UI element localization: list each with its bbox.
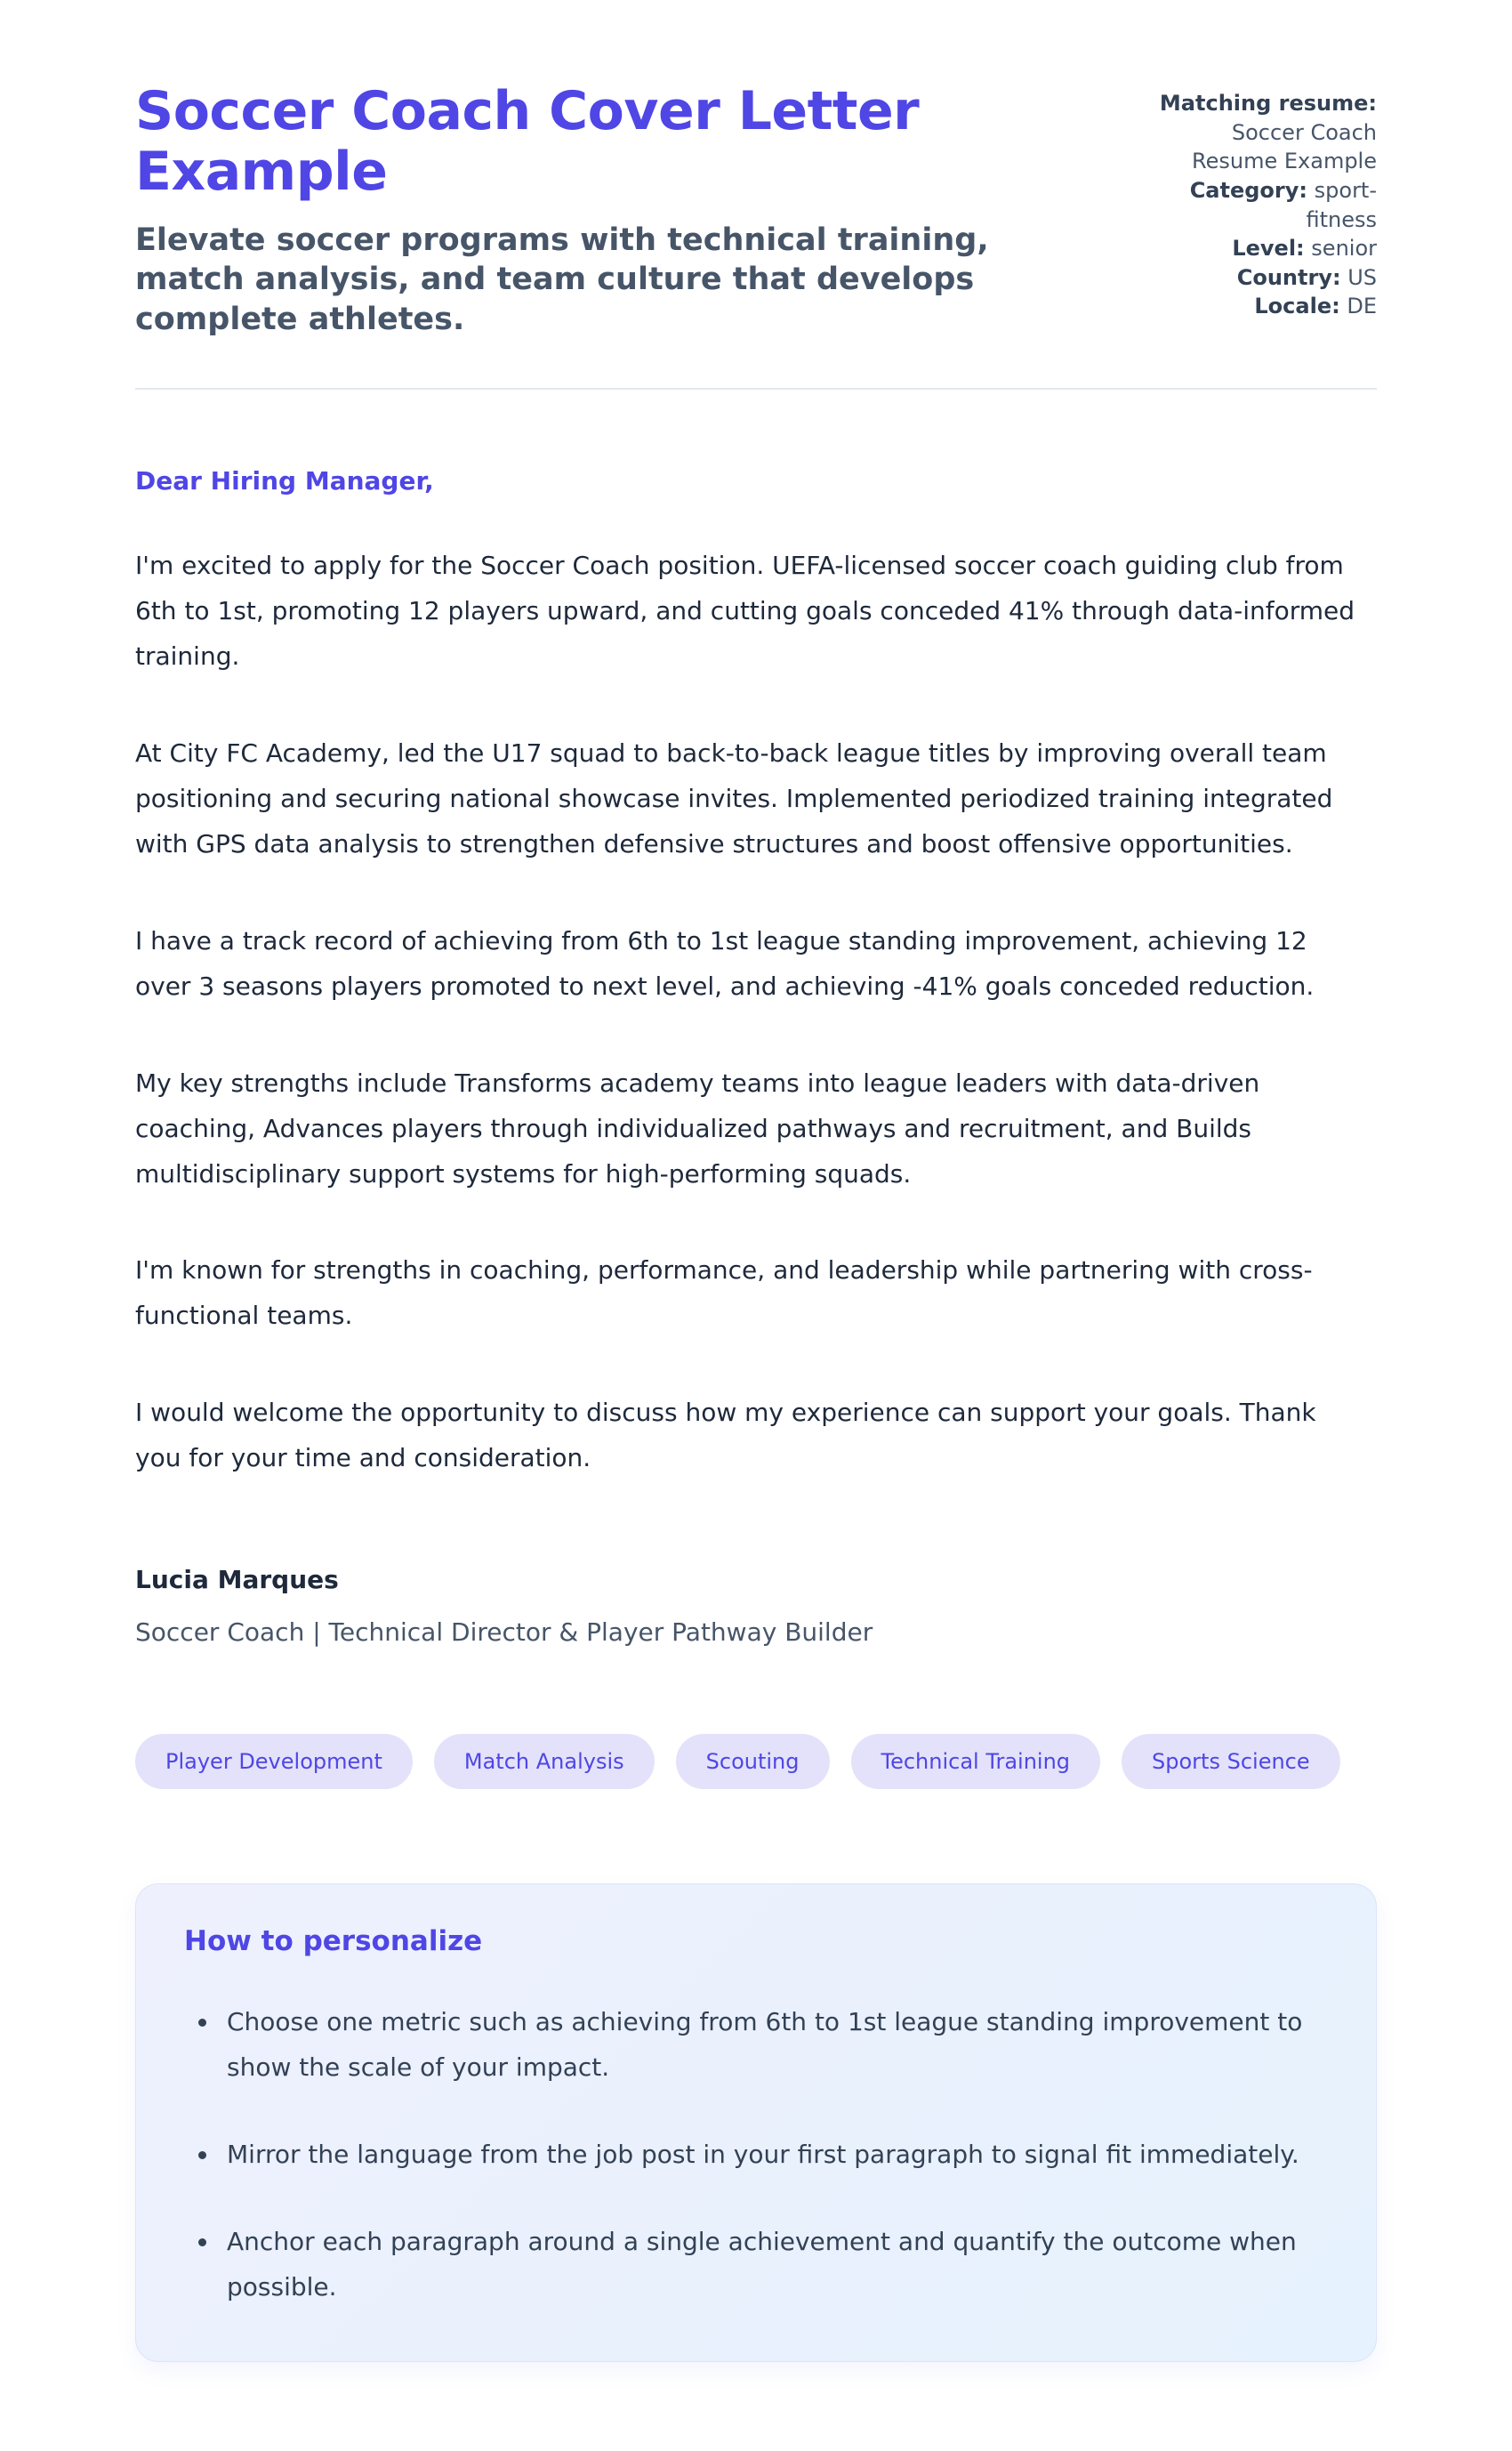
meta-category-value: sport-fitness xyxy=(1306,177,1377,232)
meta-level-label: Level: xyxy=(1232,236,1305,262)
meta-locale-label: Locale: xyxy=(1254,294,1340,319)
meta-matching-resume-value: Soccer Coach Resume Example xyxy=(1192,119,1377,174)
tip-item-mirror-language: Mirror the language from the job post in your first paragraph to signal fit immediately. xyxy=(184,2133,1323,2177)
tips-list xyxy=(184,2000,1328,2310)
paragraph-experience: At City FC Academy, led the U17 squad to back-to-back league titles by improving overall team positioning and securing national showcase invites. Implemented periodized training integrated with GPS data analysis to strengthen defensive structures and boost offensive opportunities. xyxy=(135,738,1333,859)
paragraph-track-record: I have a track record of achieving from 6th to 1st league standing improvement, achieving 12 over 3 seasons players promoted to next level, and achieving -41% goals conceded reduction. xyxy=(135,925,1315,1001)
greeting: Dear Hiring Manager, xyxy=(135,465,434,496)
header-divider xyxy=(135,388,1377,390)
meta-category xyxy=(1144,176,1377,234)
tag-scouting[interactable]: Scouting xyxy=(676,1734,830,1789)
page-title: Soccer Coach Cover Letter Example xyxy=(135,80,920,203)
page-subtitle: Elevate soccer programs with technical training, match analysis, and team culture that develops complete athletes. xyxy=(135,222,989,338)
paragraph-closing: I would welcome the opportunity to discuss how my experience can support your goals. Thank you for your time and consideration. xyxy=(135,1398,1316,1473)
meta-level-value: senior xyxy=(1311,236,1377,262)
meta-country-value: US xyxy=(1347,264,1377,290)
tag-technical-training[interactable]: Technical Training xyxy=(851,1734,1101,1789)
meta-matching-resume-label: Matching resume: xyxy=(1159,91,1377,116)
meta-country-label: Country: xyxy=(1236,264,1341,290)
tip-item-metric: Choose one metric such as achieving from 6th to 1st league standing improvement to show the scale of your impact. xyxy=(184,2000,1323,2090)
resume-meta xyxy=(1144,82,1377,321)
meta-category-label: Category: xyxy=(1189,177,1307,203)
tag-sports-science[interactable]: Sports Science xyxy=(1122,1734,1340,1789)
signature-block xyxy=(135,1565,1377,1647)
meta-locale xyxy=(1144,292,1377,321)
meta-country xyxy=(1144,263,1377,293)
tip-item-anchor-paragraph: Anchor each paragraph around a single achievement and quantify the outcome when possible. xyxy=(184,2220,1323,2310)
tag-player-development[interactable]: Player Development xyxy=(135,1734,413,1789)
signature-name: Lucia Marques xyxy=(135,1565,339,1595)
meta-matching-resume xyxy=(1144,89,1377,176)
paragraph-strengths: My key strengths include Transforms academy teams into league leaders with data-driven coaching, Advances players through individualized pathways and recruitment, and Builds multidisciplinary support systems for high-performing squads. xyxy=(135,1068,1260,1189)
skill-tags xyxy=(135,1734,1377,1789)
meta-locale-value: DE xyxy=(1347,294,1377,319)
tips-card xyxy=(135,1883,1377,2362)
meta-level xyxy=(1144,234,1377,263)
page-header xyxy=(135,82,1377,340)
signature-role: Soccer Coach | Technical Director & Player Pathway Builder xyxy=(135,1617,873,1648)
tag-match-analysis[interactable]: Match Analysis xyxy=(434,1734,655,1789)
paragraph-intro: I'm excited to apply for the Soccer Coach position. UEFA-licensed soccer coach guiding club from 6th to 1st, promoting 12 players upward, and cutting goals conceded 41% through data-informed training. xyxy=(135,550,1355,671)
paragraph-known-for: I'm known for strengths in coaching, performance, and leadership while partnering with cross-functional teams. xyxy=(135,1255,1313,1331)
cover-letter-body xyxy=(135,466,1377,1647)
tips-title: How to personalize xyxy=(184,1925,483,1958)
header-title-block xyxy=(135,82,1060,340)
